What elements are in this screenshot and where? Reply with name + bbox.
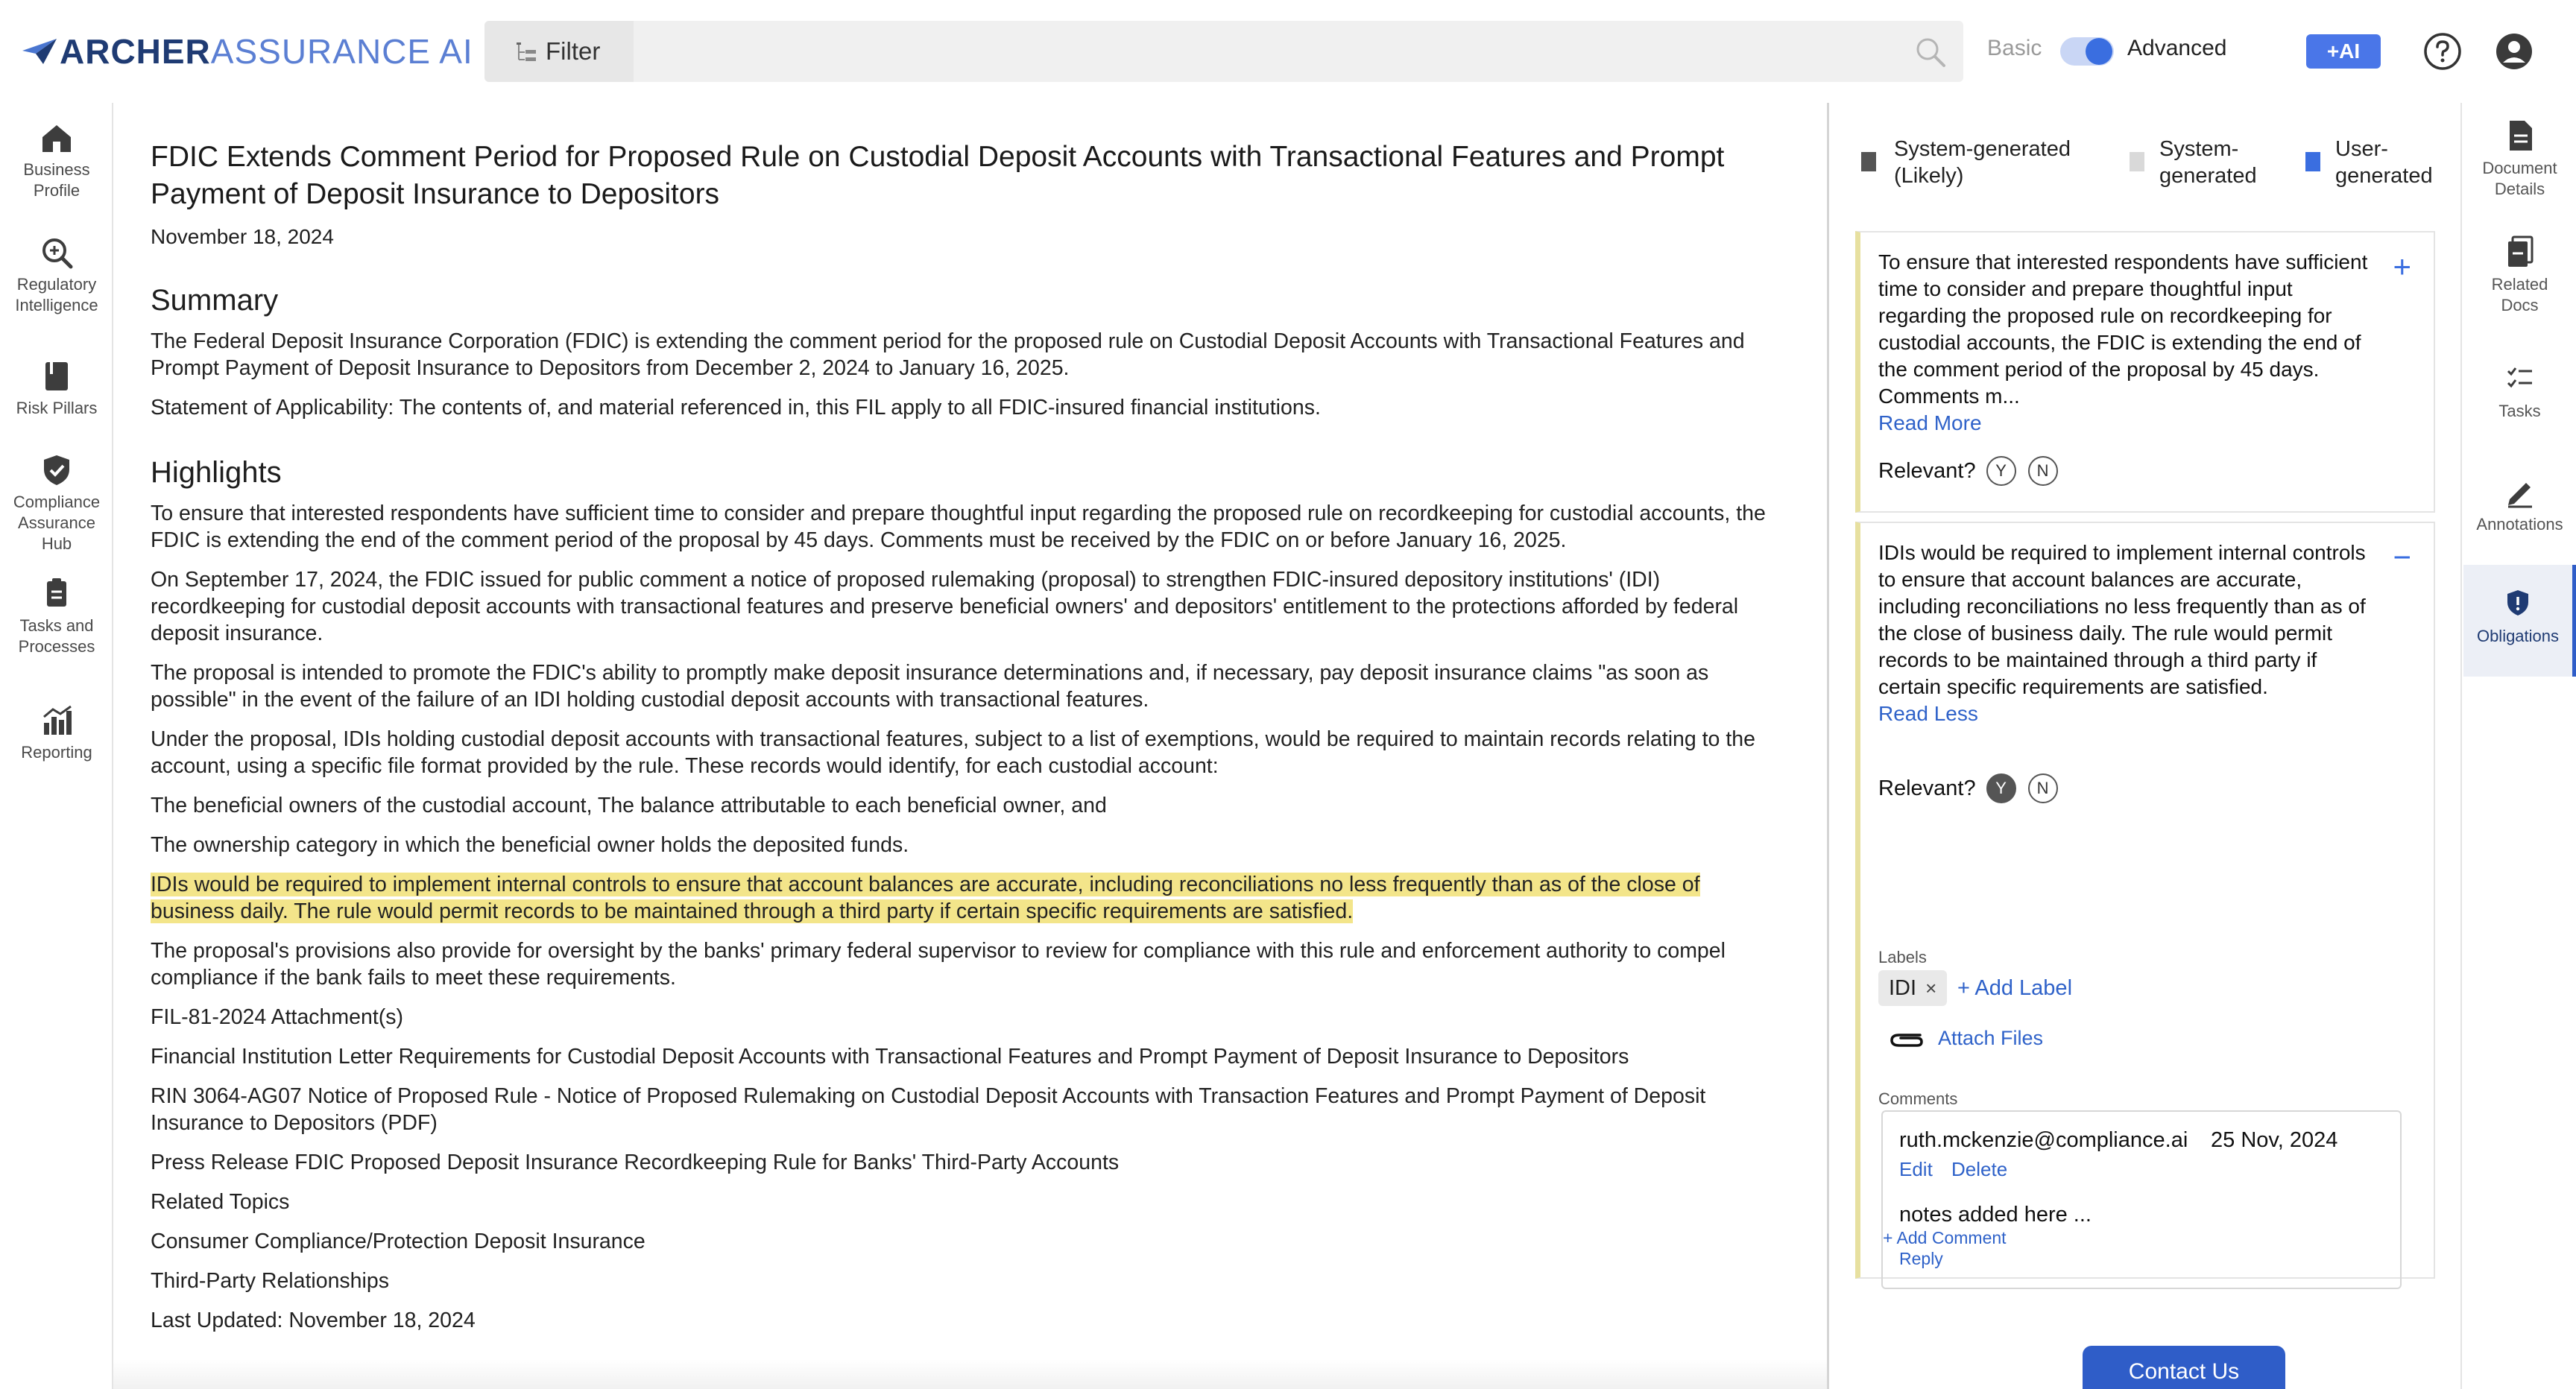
highlight-paragraph: To ensure that interested respondents have sufficient time to consider and prepare thoughtful input regarding the proposed rule on recordkeeping for custodial accounts, the FDIC is extending the end of the comment period of the proposal by 45 days. Comments must be received by the FDIC on or before January 16, 2025. — [151, 502, 1766, 552]
highlight-paragraph: The ownership category in which the beneficial owner holds the deposited funds. — [151, 833, 909, 857]
add-comment-button[interactable]: + Add Comment — [1883, 1228, 2007, 1247]
legend-label: (Likely) — [1894, 164, 1964, 188]
highlight-paragraph: The proposal's provisions also provide for oversight by the banks' primary federal supervisor to review for compliance with this rule and enforcement authority to compel compliance if the bank fails to meet these requirements. — [151, 939, 1726, 990]
mode-basic-label[interactable]: Basic — [1987, 36, 2042, 60]
reply-link[interactable]: Reply — [1899, 1249, 1943, 1268]
highlight-paragraph: The beneficial owners of the custodial account, The balance attributable to each beneficial owner, and — [151, 794, 1107, 817]
bottom-fade — [113, 1359, 1829, 1389]
home-icon — [40, 121, 74, 155]
filter-label: Filter — [546, 37, 601, 65]
nav-compliance-assurance-hub[interactable] — [0, 453, 113, 554]
contact-us-label: Contact Us — [2128, 1359, 2240, 1384]
filter-button[interactable] — [484, 21, 634, 82]
highlight-paragraph: The proposal is intended to promote the FDIC's ability to promptly make deposit insurance determinations and, if necessary, pay deposit insurance claims "as soon as possible" in the event of the failure of an IDI holding custodial deposit accounts with transactional features. — [151, 661, 1709, 712]
attachments-line: FIL-81-2024 Attachment(s) — [151, 1005, 403, 1029]
comment-item — [1881, 1110, 2402, 1289]
logo-mark-icon — [21, 36, 58, 67]
document-viewer — [113, 103, 1829, 1389]
rnav-label: Details — [2494, 180, 2545, 198]
user-icon[interactable] — [2494, 31, 2534, 72]
rnav-label: Related — [2491, 275, 2548, 294]
logo-text-archer: ARCHER — [60, 32, 211, 71]
rnav-tasks[interactable] — [2463, 362, 2576, 422]
summary-paragraph: The Federal Deposit Insurance Corporation (FDIC) is extending the comment period for the proposed rule on Custodial Deposit Accounts with Transactional Features and Prompt Payment of Deposit Insurance to Depositors from December 2, 2024 to January 16, 2025. — [151, 329, 1745, 380]
legend-label: generated — [2335, 164, 2433, 188]
search-bar[interactable] — [634, 21, 1963, 82]
last-updated: Last Updated: November 18, 2024 — [151, 1309, 476, 1332]
chart-icon — [40, 703, 74, 738]
shield-alert-icon — [2503, 587, 2533, 620]
nav-tasks-and-processes[interactable] — [0, 577, 113, 657]
obligation-summary: To ensure that interested respondents have sufficient time to consider and prepare thoughtful input regarding the proposed rule on recordkeeping for custodial accounts, the FDIC is extending the end of the comment period of the proposal by 45 days. Comments m... — [1878, 250, 2368, 408]
search-input[interactable] — [634, 21, 1963, 82]
mode-advanced-label[interactable]: Advanced — [2127, 36, 2227, 60]
obligation-highlight[interactable] — [151, 871, 1783, 925]
toggle-knob — [2086, 38, 2112, 65]
relevant-no-button[interactable]: N — [2028, 456, 2058, 486]
magnify-icon — [40, 235, 74, 270]
right-nav — [2463, 103, 2576, 1389]
tasks-icon — [40, 577, 74, 611]
document-date: November 18, 2024 — [151, 225, 334, 248]
legend-swatch — [2305, 152, 2320, 171]
legend-label: generated — [2159, 164, 2257, 188]
highlight-paragraph: On September 17, 2024, the FDIC issued for public comment a notice of proposed rulemaking (proposal) to strengthen FDIC-insured depository institutions' (IDI) recordkeeping for custodial deposit accounts with transactional features and preserve beneficial owners' and depositors' entitlement to the protections afforded by federal deposit insurance. — [151, 568, 1739, 645]
rnav-document-details[interactable] — [2463, 119, 2576, 200]
summary-heading: Summary — [151, 284, 279, 317]
nav-label: Hub — [41, 534, 72, 553]
nav-label: Processes — [18, 637, 95, 656]
legend-swatch — [1861, 152, 1876, 171]
help-icon[interactable] — [2422, 31, 2463, 72]
nav-label: Profile — [33, 181, 80, 200]
rnav-label: Tasks — [2498, 402, 2541, 420]
rnav-label: Docs — [2501, 296, 2539, 314]
attachment-item: Financial Institution Letter Requirements for Custodial Deposit Accounts with Transactional Features and Prompt Payment of Deposit Insurance to Depositors — [151, 1045, 1629, 1069]
logo-text-assurance: ASSURANCE AI — [210, 32, 473, 71]
relevant-row — [1878, 456, 2058, 486]
filter-icon — [514, 39, 540, 64]
attach-files-label: Attach Files — [1938, 1027, 2044, 1049]
label-chip[interactable] — [1878, 970, 1947, 1006]
obligation-text — [1878, 540, 2385, 727]
ai-button-label: +AI — [2326, 39, 2361, 63]
legend-label: User- — [2335, 137, 2388, 161]
read-more-link[interactable]: Read More — [1878, 411, 1982, 434]
nav-label: Regulatory — [16, 275, 97, 294]
app-logo[interactable] — [21, 33, 473, 70]
document-title: FDIC Extends Comment Period for Proposed Rule on Custodial Deposit Accounts with Transactional Features and Prompt Payment of Deposit Insurance to Depositors — [151, 141, 1725, 210]
attach-files-button[interactable] — [1887, 1027, 2043, 1050]
attachment-item: Press Release FDIC Proposed Deposit Insurance Recordkeeping Rule for Banks' Third-Party Accounts — [151, 1151, 1120, 1174]
ai-button[interactable] — [2306, 34, 2381, 69]
add-label-button[interactable]: + Add Label — [1957, 976, 2073, 1000]
obligation-card-expanded[interactable] — [1855, 522, 2435, 1279]
top-bar — [0, 0, 2576, 103]
relevant-row — [1878, 773, 2058, 803]
nav-risk-pillars[interactable] — [0, 359, 113, 419]
comments-heading: Comments — [1878, 1089, 1958, 1108]
remove-label-icon[interactable]: × — [1925, 976, 1937, 999]
rnav-label: Obligations — [2476, 627, 2560, 645]
obligation-card[interactable] — [1855, 231, 2435, 513]
nav-label: Business — [23, 160, 90, 179]
mode-toggle[interactable] — [2060, 37, 2114, 66]
obligations-panel — [1831, 103, 2462, 1389]
legend-system — [2130, 136, 2257, 189]
related-topic: Third-Party Relationships — [151, 1269, 389, 1293]
paperclip-icon — [1887, 1028, 1926, 1050]
search-icon[interactable] — [1914, 36, 1947, 69]
left-nav — [0, 103, 113, 1389]
nav-label: Intelligence — [15, 296, 98, 314]
comment-body: notes added here ... — [1899, 1203, 2092, 1227]
legend — [1861, 136, 2443, 195]
labels-heading: Labels — [1878, 948, 1927, 966]
related-docs-icon — [2505, 235, 2535, 268]
relevant-yes-button[interactable]: Y — [1986, 773, 2016, 803]
expand-icon[interactable]: + — [2393, 249, 2411, 284]
pen-icon — [2505, 475, 2535, 508]
nav-label: Compliance — [13, 493, 101, 511]
read-less-link[interactable]: Read Less — [1878, 702, 1978, 725]
obligation-text — [1878, 249, 2385, 437]
nav-label: Tasks and — [19, 616, 94, 635]
document-icon — [2505, 119, 2535, 152]
relevant-label: Relevant? — [1878, 776, 1976, 800]
checklist-icon — [2505, 362, 2535, 395]
rnav-label: Annotations — [2476, 515, 2563, 534]
highlighted-text[interactable]: IDIs would be required to implement internal controls to ensure that account balances are accurate, including reconciliations no less frequently than as of the close of business daily. The rule would permit records to be maintained through a third party if certain specific requirements are satisfied. — [151, 873, 1700, 923]
nav-regulatory-intelligence[interactable] — [0, 235, 113, 316]
edit-comment-link[interactable]: Edit — [1899, 1158, 1933, 1180]
nav-reporting[interactable] — [0, 703, 113, 763]
delete-comment-link[interactable]: Delete — [1951, 1158, 2008, 1180]
applicability-paragraph: Statement of Applicability: The contents of, and material referenced in, this FIL apply to all FDIC-insured financial institutions. — [151, 396, 1321, 420]
comment-author: ruth.mckenzie@compliance.ai — [1899, 1128, 2188, 1152]
rnav-related-docs[interactable] — [2463, 235, 2576, 316]
nav-label: Reporting — [21, 743, 92, 762]
highlight-paragraph: Under the proposal, IDIs holding custodial deposit accounts with transactional features, subject to a list of exemptions, would be required to maintain records relating to the account, using a specific file format provided by the rule. These records would identify, for each custodial account: — [151, 727, 1755, 778]
document-content — [151, 139, 1783, 1334]
nav-label: Assurance — [18, 513, 95, 532]
nav-label: Risk Pillars — [16, 399, 98, 417]
obligation-summary: IDIs would be required to implement internal controls to ensure that account balances are accurate, including reconciliations no less frequently than as of the close of business daily. The rule would permit records to be maintained through a third party if certain specific requirements are satisfied. — [1878, 541, 2366, 698]
contact-us-button[interactable] — [2083, 1346, 2285, 1389]
rnav-obligations[interactable] — [2463, 565, 2576, 677]
rnav-annotations[interactable] — [2463, 475, 2576, 535]
nav-business-profile[interactable] — [0, 121, 113, 201]
legend-system-likely — [1861, 136, 2071, 189]
legend-user — [2305, 136, 2433, 189]
relevant-yes-button[interactable]: Y — [1986, 456, 2016, 486]
comment-date: 25 Nov, 2024 — [2211, 1128, 2338, 1152]
collapse-icon[interactable]: − — [2393, 540, 2411, 575]
rnav-label: Document — [2482, 159, 2557, 177]
label-chip-text: IDI — [1889, 975, 1917, 1000]
highlights-heading: Highlights — [151, 456, 282, 489]
attachment-item: RIN 3064-AG07 Notice of Proposed Rule - Notice of Proposed Rulemaking on Custodial Deposit Accounts with Transaction Features and Prompt Payment of Deposit Insurance to Depositors (PDF) — [151, 1084, 1706, 1135]
legend-swatch — [2130, 152, 2144, 171]
relevant-label: Relevant? — [1878, 458, 1976, 483]
related-topic: Consumer Compliance/Protection Deposit Insurance — [151, 1230, 645, 1253]
relevant-no-button[interactable]: N — [2028, 773, 2058, 803]
legend-label: System- — [2159, 137, 2239, 161]
legend-label: System-generated — [1894, 137, 2071, 161]
book-icon — [40, 359, 74, 393]
related-topics-heading: Related Topics — [151, 1190, 290, 1214]
shield-check-icon — [40, 453, 74, 487]
